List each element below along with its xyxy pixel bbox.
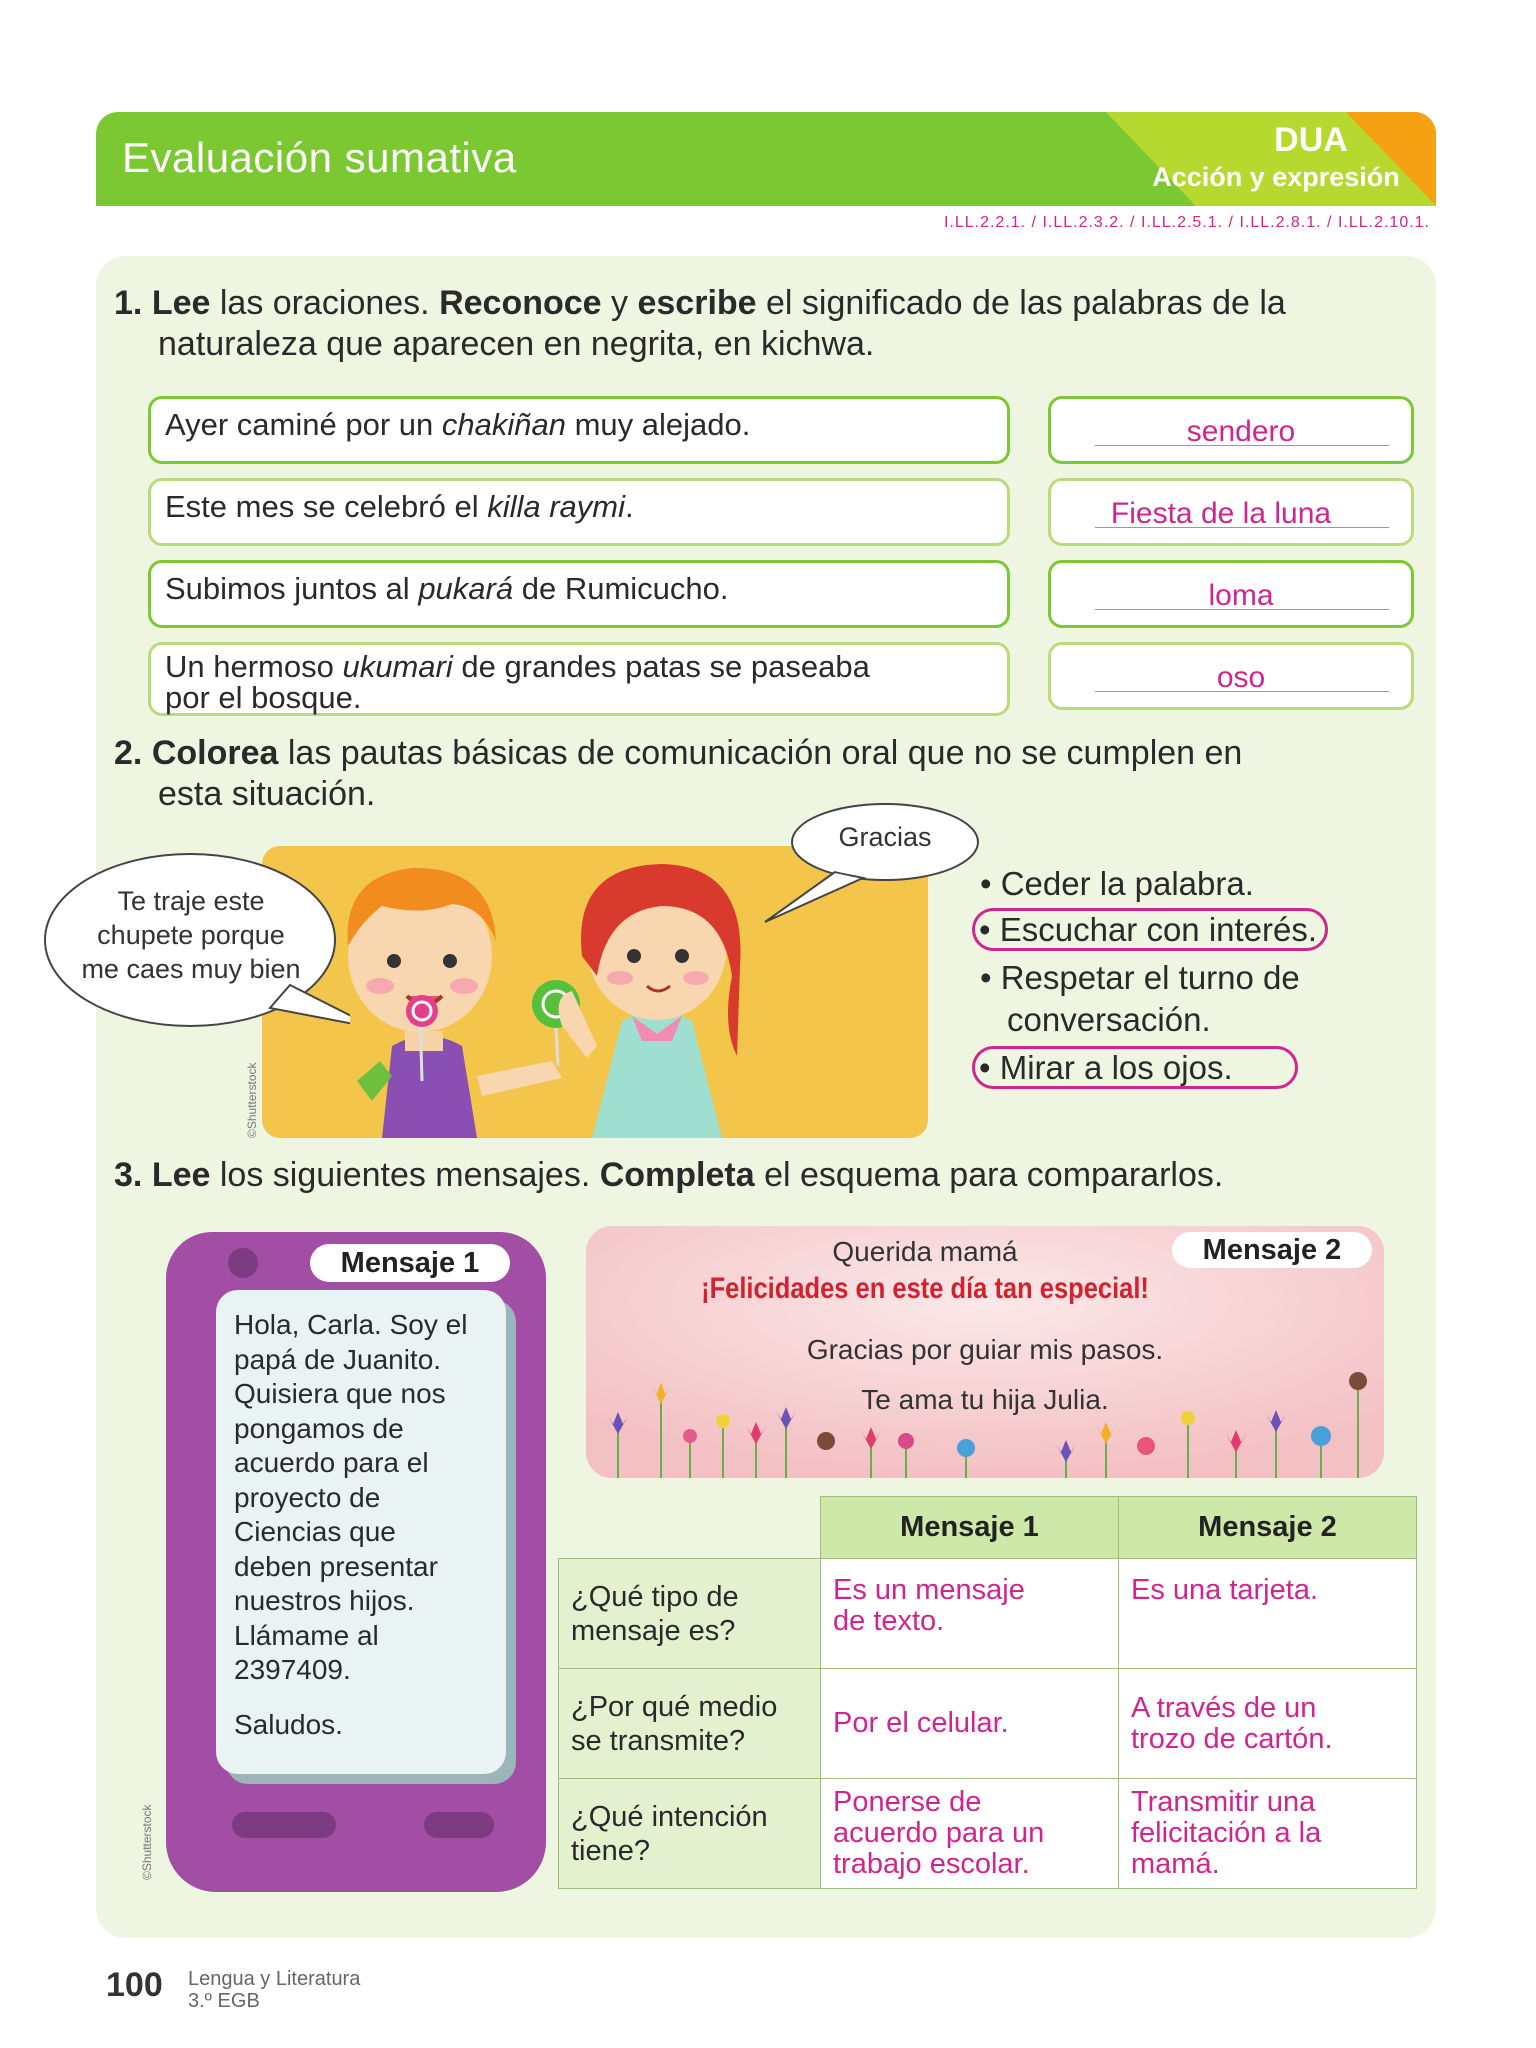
message-line: Llámame al [234, 1619, 379, 1651]
sentence-text: . [625, 489, 634, 524]
message-line: deben presentar [234, 1550, 438, 1582]
mensaje-2-tag: Mensaje 2 [1172, 1232, 1372, 1268]
pauta-text: conversación. [1007, 1001, 1211, 1038]
pauta-item-3-cont [1007, 1000, 1211, 1040]
answer-line: Es un mensaje [833, 1574, 1025, 1606]
answer-text: Fiesta de la luna [1110, 497, 1332, 530]
sentence-text: por el bosque. [165, 680, 362, 715]
table-row [559, 1669, 1417, 1779]
message-line: nuestros hijos. [234, 1585, 415, 1616]
answer-line: acuerdo para un [833, 1817, 1045, 1849]
ex3-text-a: los siguientes mensajes. [210, 1156, 600, 1194]
photo-credit: ©Shutterstock [140, 1804, 154, 1880]
pauta-text-circled: • Mirar a los ojos. [972, 1046, 1298, 1089]
answer-field-2[interactable] [1048, 478, 1414, 546]
question-line: ¿Por qué medio [571, 1690, 778, 1723]
footer-subject [188, 1968, 360, 2012]
answer-line: Transmitir una [1131, 1786, 1316, 1818]
kichwa-word: chakiñan [441, 407, 566, 442]
sentence-box-1 [148, 396, 1010, 464]
speech-bubble-left-text [60, 884, 322, 986]
answer-line: Por el celular. [833, 1707, 1009, 1739]
ex1-verb-escribe: escribe [637, 284, 757, 322]
ex1-verb-lee: Lee [151, 284, 211, 322]
sentence-text: Este mes se celebró el [165, 489, 488, 524]
sentence-box-4 [148, 642, 1010, 716]
bubble-line: me caes muy bien [81, 954, 301, 984]
row-question [559, 1559, 821, 1669]
message-line: Ciencias que [234, 1516, 396, 1547]
sentence-text: Un hermoso [165, 649, 343, 684]
card-greeting: Querida mamá [832, 1236, 1018, 1267]
sentence-text: Subimos juntos al [165, 571, 419, 606]
kichwa-word: killa raymi [487, 489, 625, 524]
card-signature: Te ama tu hija Julia. [861, 1384, 1109, 1415]
question-line: se transmite? [571, 1724, 746, 1757]
pauta-text: • Respetar el turno de [980, 959, 1300, 996]
question-line: ¿Qué intención [571, 1800, 768, 1833]
indicator-codes: I.LL.2.2.1. / I.LL.2.3.2. / I.LL.2.5.1. / I.LL.2.8.1. / I.LL.2.10.1. [943, 214, 1430, 231]
ex3-verb-completa: Completa [599, 1156, 755, 1194]
message-line: Hola, Carla. Soy el [234, 1309, 468, 1340]
row-question [559, 1669, 821, 1779]
bubble-line: Te traje este [117, 886, 265, 916]
message-line: 2397409. [234, 1654, 351, 1685]
table-row [559, 1779, 1417, 1889]
message-line: papá de Juanito. [234, 1343, 442, 1375]
dua-subtitle: Acción y expresión [1152, 162, 1400, 192]
answer-line: Es una tarjeta. [1131, 1574, 1318, 1606]
comparison-table [558, 1496, 1417, 1889]
column-header-mensaje-1: Mensaje 1 [821, 1497, 1119, 1559]
ex1-text-c: el significado de las palabras de la [756, 284, 1286, 322]
answer-line: trozo de cartón. [1131, 1722, 1333, 1755]
answer-field-1[interactable] [1048, 396, 1414, 464]
answer-text: sendero [1186, 415, 1296, 448]
answer-line: felicitación a la [1131, 1817, 1322, 1849]
ex3-number: 3. [114, 1156, 143, 1194]
pauta-item-1[interactable] [980, 864, 1254, 904]
answer-text: loma [1208, 579, 1274, 612]
answer-cell[interactable] [1119, 1779, 1417, 1889]
table-corner [559, 1497, 821, 1559]
pauta-item-4[interactable] [980, 1048, 1298, 1088]
column-header-mensaje-2: Mensaje 2 [1119, 1497, 1417, 1559]
pauta-text: • Ceder la palabra. [980, 865, 1254, 902]
ex1-instruction [114, 282, 1286, 324]
ex1-verb-reconoce: Reconoce [439, 284, 602, 322]
answer-text: oso [1216, 661, 1266, 694]
bubble-line: chupete porque [97, 920, 285, 950]
answer-line: de texto. [833, 1605, 945, 1637]
sentence-text: muy alejado. [565, 407, 751, 442]
answer-line: trabajo escolar. [833, 1848, 1030, 1880]
ex3-instruction [114, 1154, 1223, 1196]
photo-credit: ©Shutterstock [245, 1062, 259, 1138]
speech-bubble-right-text: Gracias [838, 822, 932, 852]
answer-cell[interactable] [821, 1559, 1119, 1669]
pauta-item-2[interactable] [980, 910, 1328, 950]
kichwa-word: ukumari [342, 649, 453, 684]
answer-line: mamá. [1131, 1848, 1220, 1880]
sentence-box-3 [148, 560, 1010, 628]
pauta-text-circled: • Escuchar con interés. [972, 908, 1328, 951]
question-line: ¿Qué tipo de [571, 1580, 739, 1613]
row-question [559, 1779, 821, 1889]
message-line: proyecto de [234, 1481, 381, 1513]
answer-line: Ponerse de [833, 1786, 982, 1818]
card-body: Gracias por guiar mis pasos. [806, 1334, 1164, 1365]
ex1-instruction-line2: naturaleza que aparecen en negrita, en kichwa. [158, 325, 875, 363]
phone-camera [228, 1248, 258, 1278]
dua-label: DUA [1274, 121, 1348, 159]
ex2-instruction-line2: esta situación. [158, 775, 376, 813]
speech-bubble-right [745, 800, 985, 930]
section-header [96, 112, 1436, 206]
mensaje-1-tag: Mensaje 1 [310, 1244, 510, 1282]
ex1-number: 1. [114, 284, 143, 322]
phone-button-left [232, 1812, 336, 1838]
card-headline: ¡Felicidades en este día tan especial! [701, 1272, 1149, 1305]
grade-level: 3.º EGB [188, 1990, 260, 2012]
answer-field-3[interactable] [1048, 560, 1414, 628]
ex2-verb-colorea: Colorea [151, 734, 279, 772]
question-line: tiene? [571, 1834, 651, 1867]
sentence-text: Ayer caminé por un [165, 407, 442, 442]
sentence-box-2 [148, 478, 1010, 546]
sentence-text: de grandes patas se paseaba [452, 649, 870, 684]
message-line: acuerdo para el [234, 1447, 429, 1478]
ex3-verb-lee: Lee [151, 1156, 211, 1194]
message-line: Quisiera que nos [234, 1378, 446, 1409]
pauta-item-3[interactable] [980, 958, 1300, 998]
table-row [559, 1559, 1417, 1669]
message-signature: Saludos. [234, 1708, 343, 1740]
ex2-text: las pautas básicas de comunicación oral que no se cumplen en [278, 734, 1243, 772]
message-line: pongamos de [234, 1412, 404, 1444]
ex1-text-b: y [601, 284, 638, 322]
table-header-row [559, 1497, 1417, 1559]
ex2-number: 2. [114, 734, 143, 772]
answer-cell[interactable] [821, 1779, 1119, 1889]
ex2-instruction [114, 732, 1242, 774]
page-number: 100 [106, 1966, 163, 2004]
message-1-text [234, 1308, 494, 1742]
answer-cell[interactable] [821, 1669, 1119, 1779]
section-title: Evaluación sumativa [122, 134, 517, 181]
answer-cell[interactable] [1119, 1669, 1417, 1779]
question-line: mensaje es? [571, 1614, 736, 1647]
answer-field-4[interactable] [1048, 642, 1414, 710]
phone-button-right [424, 1812, 494, 1838]
subject-name: Lengua y Literatura [188, 1968, 361, 1990]
ex3-text-b: el esquema para compararlos. [754, 1156, 1224, 1194]
kichwa-word: pukará [418, 571, 514, 606]
answer-cell[interactable] [1119, 1559, 1417, 1669]
answer-line: A través de un [1131, 1691, 1317, 1724]
sentence-text: de Rumicucho. [513, 571, 729, 606]
ex1-text-a: las oraciones. [210, 284, 440, 322]
